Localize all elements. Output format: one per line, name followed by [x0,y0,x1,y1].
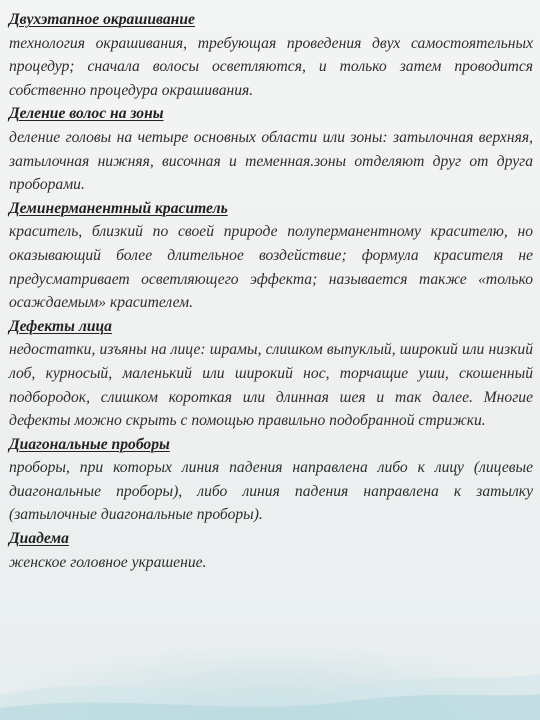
glossary-entry [9,8,533,102]
term-heading: Дефекты лица [9,317,112,335]
glossary-entry [9,315,533,433]
term-heading: Диадема [9,530,69,548]
term-definition: краситель, близкий по своей природе полуперманентному красителю, но оказывающий более длительное воздействие; формула красителя не предусматривает осветляющего эффекта; называется также «только осаждаемым» красителем. [9,223,533,312]
glossary-list [9,8,533,574]
decorative-waves [0,600,540,720]
term-definition: проборы, при которых линия падения направлена либо к лицу (лицевые диагональные проборы), либо линия падения направлена к затылку (затылочные диагональные проборы). [9,459,533,524]
glossary-entry [9,433,533,527]
term-heading: Деление волос на зоны [9,105,164,123]
term-heading: Двухэтапное окрашивание [9,11,195,28]
glossary-entry [9,197,533,315]
term-heading: Деминерманентный краситель [9,199,228,217]
term-definition: недостатки, изъяны на лице: шрамы, слишком выпуклый, широкий или низкий лоб, курносый, маленький или широкий нос, торчащие уши, скошенный подбородок, слишком короткая или длинная шея и так далее. Многие дефекты можно скрыть с помощью правильно подобранной стрижки. [9,341,533,430]
term-definition: технология окрашивания, требующая проведения двух самостоятельных процедур; сначала волосы осветляются, и только затем проводится собственно процедура окрашивания. [9,34,533,99]
term-definition: женское головное украшение. [9,553,207,571]
term-heading: Диагональные проборы [9,435,170,453]
glossary-entry [9,102,533,196]
glossary-entry [9,527,533,574]
term-definition: деление головы на четыре основных области или зоны: затылочная верхняя, затылочная нижняя, височная и теменная.зоны отделяют друг от друга проборами. [9,128,533,194]
